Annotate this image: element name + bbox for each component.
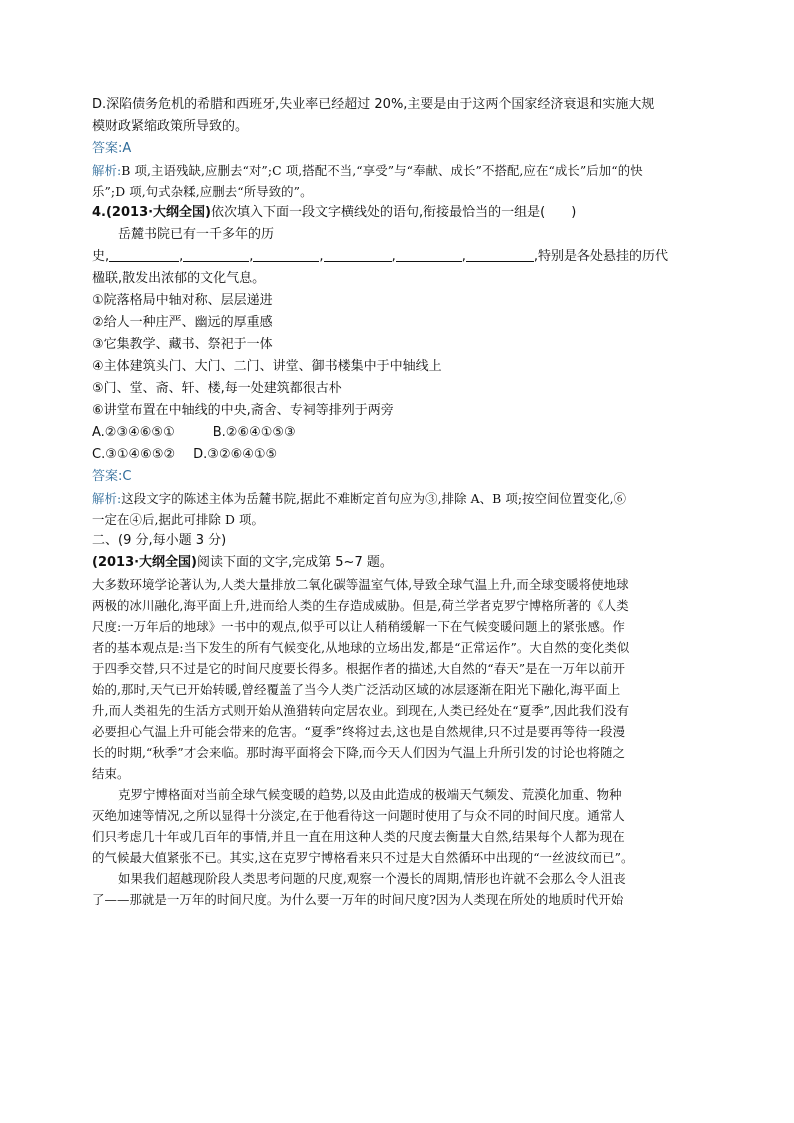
q4-explanation-line1 [92,488,704,509]
reading-line: 克罗宁博格面对当前全球气候变暖的趋势,以及由此造成的极端天气频发、荒漠化加重、物种 [118,787,622,802]
fill-blank-1[interactable] [109,247,179,262]
reading-line: 尺度:一万年后的地球》一书中的观点,似乎可以让人稍稍缓解一下在气候变暖问题上的紧张感。作 [92,619,625,634]
reading-line: 灭绝加速等情况,之所以显得十分淡定,在于他看待这一问题时使用了与众不同的时间尺度。通常人 [92,808,625,823]
q4-answer [92,466,704,488]
q4-option-a[interactable]: A.②③④⑥⑤① [92,425,175,440]
q4-option-c[interactable]: C.③①④⑥⑤② [92,447,176,462]
explanation-label: 解析: [92,163,122,178]
explanation-text: B 项,主语残缺,应删去“对”;C 项,搭配不当,“享受”与“奉献、成长”不搭配,应在“成长”后加“的快 [121,163,643,178]
answer-value: A [122,141,132,156]
answer-label: 答案: [92,469,123,484]
reading-line: 大多数环境学论著认为,人类大量排放二氧化碳等温室气体,导致全球气温上升,而全球变暖将使地球 [92,577,629,592]
q4-item: ④主体建筑头门、大门、二门、讲堂、御书楼集中于中轴线上 [92,359,442,374]
reading-line: 结束。 [92,766,130,781]
q4-item: ②给人一种庄严、幽远的厚重感 [92,315,273,330]
answer-value: C [122,469,132,484]
reading-line: 长的时期,“秋季”才会来临。那时海平面将会下降,而今天人们因为气温上升所引发的讨论也将随之 [92,745,626,760]
section-intro-text: 阅读下面的文字,完成第 5~7 题。 [197,555,393,570]
q4-stem [92,202,704,224]
q4-item: ⑤门、堂、斋、轩、楼,每一处建筑都很古朴 [92,381,342,396]
q4-passage-line3: 楹联,散发出浓郁的文化气息。 [92,271,266,286]
q4-source: .(2013·大纲全国) [101,205,211,220]
reading-line: 们只考虑几十年或几百年的事情,并且一直在用这种人类的尺度去衡量大自然,结果每个人都为现在 [92,829,625,844]
q3-option-d-line1: D.深陷债务危机的希腊和西班牙,失业率已经超过 20%,主要是由于这两个国家经济衰退和实施大规 [92,97,655,112]
q4-passage-line1: 岳麓书院已有一千多年的历 [118,227,275,242]
q4-option-d[interactable]: D.③②⑥④①⑤ [193,447,278,462]
explanation-text: 这段文字的陈述主体为岳麓书院,据此不难断定首句应为③,排除 A、B 项;按空间位置变化,⑥ [121,491,627,506]
q4-item: ③它集教学、藏书、祭祀于一体 [92,337,273,352]
reading-line: 于四季交替,只不过是它的时间尺度要长得多。根据作者的描述,大自然的“春天”是在一万年以前开 [92,661,626,676]
reading-line: 的气候最大值紧张不已。其实,这在克罗宁博格看来只不过是大自然循环中出现的“一丝波纹而已”。 [92,850,634,865]
reading-line: 升,而人类祖先的生活方式则开始从渔猎转向定居农业。到现在,人类已经处在“夏季”,因此我们没有 [92,703,630,718]
q4-item: ⑥讲堂布置在中轴线的中央,斋舍、专祠等排列于两旁 [92,403,394,418]
q4-explanation-line2: 一定在④后,据此可排除 D 项。 [92,512,265,527]
q4-options-row1 [92,422,704,444]
answer-label: 答案: [92,141,123,156]
section-heading: 二、(9 分,每小题 3 分) [92,533,227,548]
reading-line: 如果我们超越现阶段人类思考问题的尺度,观察一个漫长的周期,情形也许就不会那么令人沮丧 [118,871,626,886]
reading-line: 两极的冰川融化,海平面上升,进而给人类的生存造成威胁。但是,荷兰学者克罗宁博格所著的《人类 [92,598,629,613]
fill-blank-6[interactable] [466,247,534,262]
reading-passage [92,574,704,910]
q4-stem-text: 依次填入下面一段文字横线处的语句,衔接最恰当的一组是( ) [211,205,577,220]
document-page [92,94,704,910]
fill-blank-4[interactable] [324,247,392,262]
q4-item: ①院落格局中轴对称、层层递进 [92,293,273,308]
reading-line: 始的,那时,天气已开始转暖,曾经覆盖了当今人类广泛活动区域的冰层逐渐在阳光下融化,海平面上 [92,682,621,697]
q4-options-row2 [92,444,704,466]
q4-option-b[interactable]: B.②⑥④①⑤③ [212,425,296,440]
q3-explanation-line1 [92,160,704,181]
reading-line: 了——那就是一万年的时间尺度。为什么要一万年的时间尺度?因为人类现在所处的地质时代开始 [92,892,624,907]
fill-blank-3[interactable] [253,247,319,262]
q4-passage-line2: 史, , , , , , ,特别是各处悬挂的历代 [92,249,668,264]
fill-blank-5[interactable] [396,247,462,262]
q4-number: 4 [92,205,102,220]
section-intro [92,552,704,574]
explanation-label: 解析: [92,491,122,506]
reading-line: 必要担心气温上升可能会带来的危害。“夏季”终将过去,这也是自然规律,只不过是要再等待一段漫 [92,724,626,739]
fill-blank-2[interactable] [183,247,249,262]
q3-answer [92,138,704,160]
section-source: (2013·大纲全国) [92,555,198,570]
q3-option-d-line2: 模财政紧缩政策所导致的。 [92,119,249,134]
q3-explanation-line2: 乐”;D 项,句式杂糅,应删去“所导致的”。 [92,184,313,199]
reading-line: 者的基本观点是:当下发生的所有气候变化,从地球的立场出发,都是“正常运作”。大自然的变化类似 [92,640,630,655]
